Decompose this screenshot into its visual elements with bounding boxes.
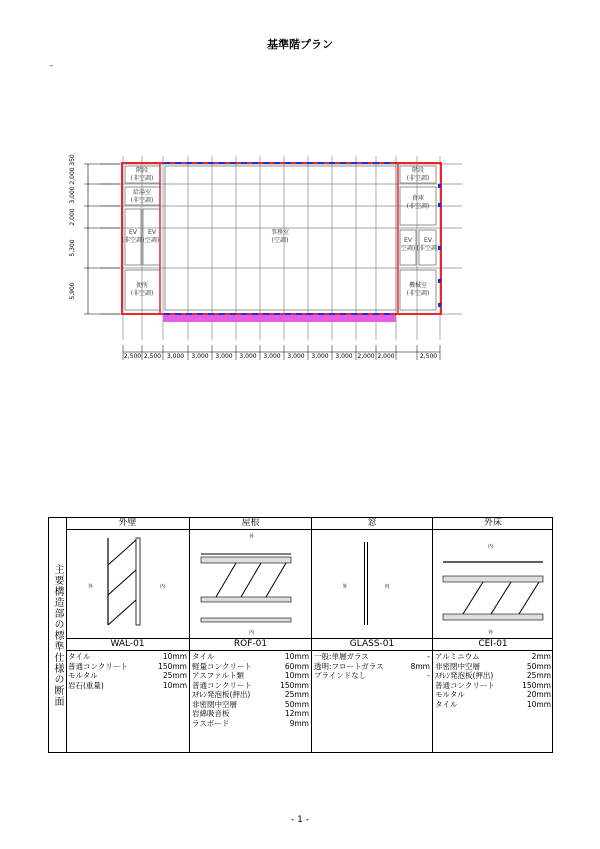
spec-column-header: 屋根 [190, 518, 311, 530]
spec-code: WAL-01 [66, 639, 189, 651]
room-label: 階段 [135, 167, 149, 174]
layer-row [192, 671, 309, 681]
row-dimension: 2,000 [69, 167, 76, 185]
column-dimension: 3,000 [239, 353, 257, 360]
layer-material: モルタル [68, 671, 98, 680]
layer-thickness: 10mm [162, 680, 187, 690]
layer-row [192, 681, 309, 691]
svg-text:外: 外 [488, 630, 494, 636]
spec-column [312, 518, 433, 752]
layer-thickness: 2mm [531, 652, 551, 661]
column-dimension: 3,000 [287, 353, 305, 360]
layer-material: モルタル [435, 690, 465, 699]
layer-thickness: 20mm [526, 690, 551, 699]
spec-code: GLASS-01 [312, 639, 432, 651]
spec-table [48, 517, 553, 753]
row-dimension: 5,300 [69, 239, 76, 257]
room-label: (非空調) [406, 290, 430, 297]
stray-mark: - [50, 61, 53, 70]
layer-material: 非密閉中空層 [192, 699, 237, 709]
layer-material: 岩綿吸音板 [192, 709, 230, 718]
layer-row [192, 652, 309, 662]
layer-row [435, 681, 551, 691]
room-label: 給湯室 [132, 189, 152, 196]
room-label: (非空調) [406, 203, 430, 210]
section-diagram [433, 530, 553, 639]
layer-list [312, 651, 432, 682]
layer-material: 透明:フロートガラス [314, 661, 384, 671]
layer-row [192, 662, 309, 672]
layer-thickness: 10mm [162, 652, 187, 661]
layer-material: タイル [68, 652, 91, 661]
spec-code: ROF-01 [190, 639, 311, 651]
floor-plan [0, 0, 600, 380]
layer-thickness: 10mm [526, 699, 551, 709]
column-dimension: 3,000 [335, 353, 353, 360]
layer-thickness: - [427, 652, 430, 661]
column-dimension: 3,000 [215, 353, 233, 360]
layer-row [192, 719, 309, 729]
layer-row [68, 681, 187, 691]
layer-row [68, 652, 187, 662]
svg-text:内: 内 [384, 584, 390, 590]
layer-row [68, 671, 187, 681]
room-label: 空調) [144, 237, 160, 244]
layer-thickness: 25mm [162, 671, 187, 680]
layer-material: タイル [435, 699, 458, 709]
layer-thickness: 150mm [158, 661, 187, 671]
layer-material: 普通コンクリート [192, 680, 252, 690]
row-dimension: 5,900 [69, 282, 76, 300]
layer-material: アルミニウム [435, 652, 480, 661]
layer-material: ラスボード [192, 718, 230, 728]
layer-material: ブラインドなし [314, 671, 367, 680]
layer-material: ｽﾁﾚﾝ発泡板(押出) [192, 690, 251, 699]
layer-material: アスファルト類 [192, 671, 245, 680]
layer-thickness: 50mm [284, 699, 309, 709]
svg-text:内: 内 [160, 584, 166, 590]
layer-row [314, 652, 430, 662]
spec-column [66, 518, 190, 752]
layer-material: 非密閉中空層 [435, 661, 480, 671]
layer-row [314, 662, 430, 672]
layer-list [66, 651, 189, 691]
room-label: 階段 [411, 167, 425, 174]
layer-row [314, 671, 430, 681]
section-diagram [312, 530, 432, 639]
layer-thickness: 150mm [522, 680, 551, 690]
column-dimension: 2,500 [123, 353, 142, 360]
layer-row [192, 700, 309, 710]
svg-text:外: 外 [342, 584, 348, 590]
page-title: 基準階プラン [267, 38, 333, 51]
row-dimension: 350 [69, 154, 76, 166]
room-label: 機械室 [408, 282, 428, 289]
svg-text:外: 外 [249, 534, 255, 540]
layer-row [435, 652, 551, 662]
column-dimension: 2,500 [143, 353, 162, 360]
layer-thickness: 12mm [284, 709, 309, 718]
column-dimension: 2,000 [357, 353, 375, 360]
layer-row [435, 690, 551, 700]
column-dimension: 2,000 [377, 353, 395, 360]
room-label: EV [424, 237, 432, 244]
layer-row [192, 690, 309, 700]
layer-thickness: 50mm [526, 661, 551, 671]
layer-row [435, 700, 551, 710]
svg-text:内: 内 [249, 630, 255, 636]
layer-thickness: 10mm [284, 671, 309, 680]
window-marker [438, 279, 441, 283]
page-number: - 1 - [291, 815, 309, 825]
layer-thickness: 8mm [410, 661, 430, 671]
layer-material: 普通コンクリート [68, 661, 128, 671]
spec-column [433, 518, 553, 752]
room-label: 倉庫 [411, 195, 425, 202]
spec-side-label: 主要構造部の標準仕様の断面 [49, 518, 67, 752]
layer-thickness: 150mm [280, 680, 309, 690]
room-label: 事務室 [270, 229, 290, 236]
room-label: EV [404, 237, 412, 244]
svg-text:内: 内 [488, 544, 494, 550]
layer-row [435, 671, 551, 681]
layer-material: ｽﾁﾚﾝ発泡板(押出) [435, 671, 494, 680]
balcony [163, 314, 396, 322]
column-dimension: 3,000 [166, 353, 185, 360]
spec-code: CEI-01 [433, 639, 553, 651]
column-dimension: 3,000 [191, 353, 209, 360]
column-dimension: 2,500 [419, 353, 438, 360]
layer-thickness: 10mm [284, 652, 309, 661]
layer-row [435, 662, 551, 672]
room-label: (非空調) [406, 175, 430, 182]
section-diagram [190, 530, 311, 639]
room-label: EV [148, 229, 156, 236]
layer-material: タイル [192, 652, 215, 661]
room-label: (非空調) [130, 175, 154, 182]
row-dimension: 3,000 [69, 186, 76, 204]
layer-material: 岩石(重量) [68, 680, 104, 690]
room-label: (非空調) [416, 245, 440, 252]
row-dimension: 2,000 [69, 208, 76, 226]
column-dimension: 3,000 [263, 353, 281, 360]
layer-material: 軽量コンクリート [192, 661, 252, 671]
layer-thickness: 60mm [284, 661, 309, 671]
spec-column [190, 518, 312, 752]
layer-list [190, 651, 311, 729]
layer-thickness: 9mm [289, 718, 309, 728]
layer-thickness: 25mm [284, 690, 309, 699]
room-label: 空調) [400, 245, 416, 252]
window-marker [438, 184, 441, 188]
svg-text:外: 外 [88, 584, 94, 590]
layer-material: 普通コンクリート [435, 680, 495, 690]
section-diagram [66, 530, 189, 639]
window-marker [438, 203, 441, 207]
spec-column-header: 窓 [312, 518, 432, 530]
room-label: (非空調) [130, 197, 154, 204]
layer-row [68, 662, 187, 672]
layer-material: 一般:単層ガラス [314, 652, 369, 661]
room-label: (空調) [271, 237, 289, 244]
room-label: (非空調) [121, 237, 145, 244]
layer-list [433, 651, 553, 710]
room-label: 便所 [135, 282, 149, 289]
spec-column-header: 外壁 [66, 518, 189, 530]
column-dimension: 3,000 [311, 353, 329, 360]
spec-column-header: 外床 [433, 518, 553, 530]
room-label: EV [129, 229, 137, 236]
layer-thickness: - [427, 671, 430, 680]
layer-row [192, 709, 309, 719]
layer-thickness: 25mm [526, 671, 551, 680]
room-label: (非空調) [130, 290, 154, 297]
window-marker [438, 303, 441, 307]
